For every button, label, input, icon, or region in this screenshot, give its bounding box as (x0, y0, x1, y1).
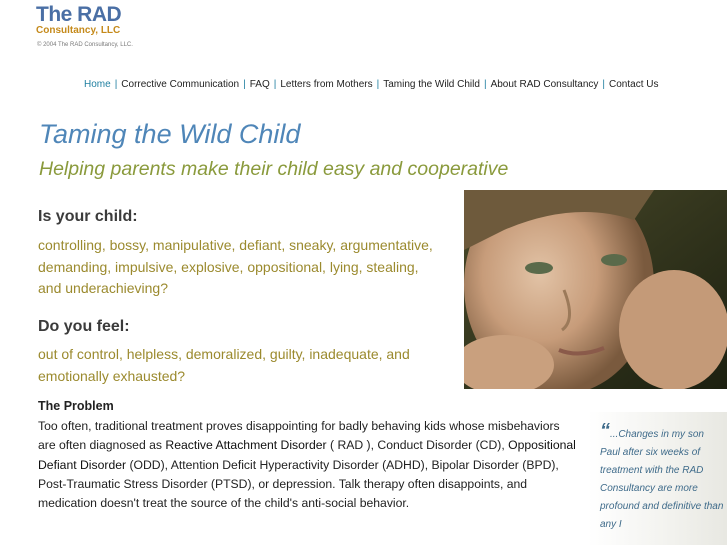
nav-separator: | (376, 79, 380, 90)
nav-home[interactable]: Home (84, 79, 111, 90)
feel-question: Do you feel: (38, 318, 130, 335)
problem-title: The Problem (38, 399, 114, 413)
child-question: Is your child: (38, 208, 138, 225)
nav-taming-the-wild-child[interactable]: Taming the Wild Child (383, 79, 480, 90)
problem-text: (ODD), Attention Deficit Hyperactivity Disorder (ADHD), Bipolar Disorder (BPD), Post-Traumatic Stress Disorder (PTSD), or depression. Talk therapy often disappoints, and medication doesn't treat the source of the child's anti-social behavior. (38, 457, 559, 511)
testimonial-quote: ...Changes in my son Paul after six weeks of treatment with the RAD Consultancy are more profound and definitive than any I (600, 429, 724, 530)
nav-separator: | (483, 79, 487, 90)
testimonial-box (588, 412, 727, 545)
problem-text: Too often, traditional treatment proves disappointing for badly behaving kids whose misbehaviors are often diagnosed as (38, 419, 560, 453)
nav-separator: | (273, 79, 277, 90)
testimonial-text (600, 420, 726, 534)
nav-faq[interactable]: FAQ (249, 79, 270, 90)
child-photo-illustration (464, 190, 727, 389)
rad-link[interactable]: Reactive Attachment Disorder (165, 438, 327, 453)
nav-corrective-communication[interactable]: Corrective Communication (121, 79, 240, 90)
page-subtitle: Helping parents make their child easy and cooperative (39, 158, 509, 180)
nav-separator: | (602, 79, 606, 90)
nav-separator: | (243, 79, 246, 90)
logo[interactable] (36, 4, 121, 36)
nav-letters-from-mothers[interactable]: Letters from Mothers (280, 79, 373, 90)
main-nav (84, 79, 658, 90)
page-title: Taming the Wild Child (39, 119, 301, 149)
quote-mark-icon: “ (600, 420, 610, 442)
nav-contact-us[interactable]: Contact Us (609, 79, 659, 90)
child-photo (464, 190, 727, 389)
problem-body (38, 417, 578, 513)
child-traits: controlling, bossy, manipulative, defiant, sneaky, argumentative, demanding, impulsive, explosive, oppositional, lying, stealing, and underachieving? (38, 237, 433, 296)
nav-about-rad-consultancy[interactable]: About RAD Consultancy (490, 79, 599, 90)
copyright-text: © 2004 The RAD Consultancy, LLC. (37, 42, 133, 48)
logo-title: The RAD (36, 3, 122, 26)
feel-answers: out of control, helpless, demoralized, guilty, inadequate, and emotionally exhausted? (38, 346, 410, 384)
nav-separator: | (114, 79, 118, 90)
problem-text: ( RAD ), Conduct Disorder (CD), (326, 438, 509, 453)
odd-link[interactable]: Oppositional Defiant Disorder (38, 438, 576, 472)
logo-subtitle: Consultancy, LLC (36, 25, 121, 36)
